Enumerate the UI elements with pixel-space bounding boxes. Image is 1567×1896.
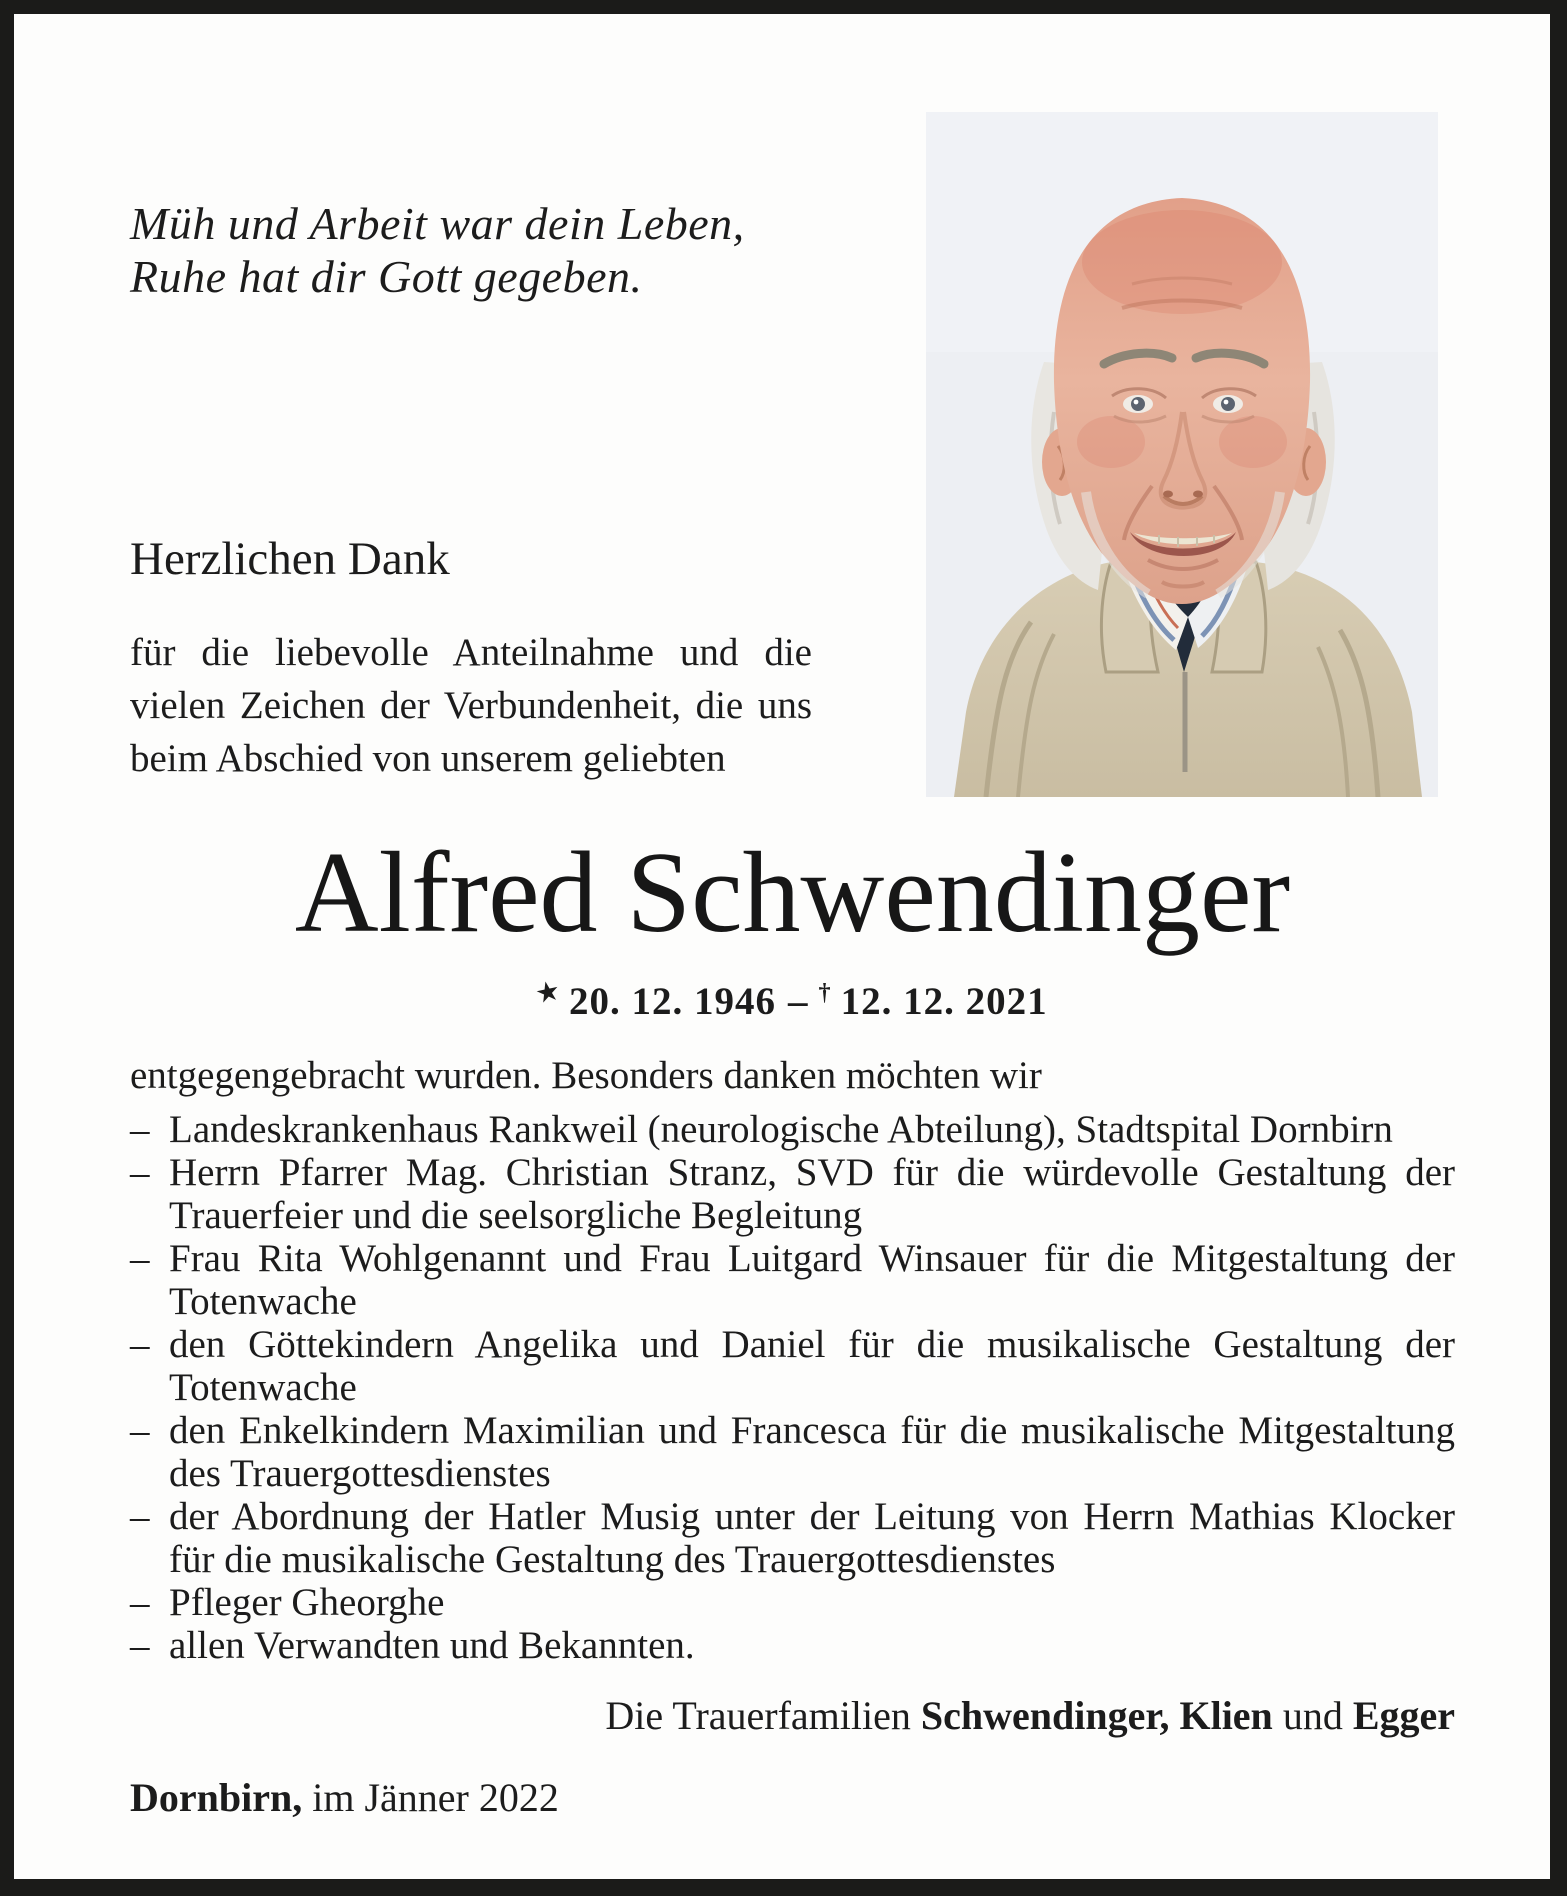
acknowledgement-item	[130, 1108, 1455, 1151]
thanks-heading: Herzlichen Dank	[130, 533, 450, 585]
signature-connector: und	[1272, 1693, 1353, 1738]
death-date: 12. 12. 2021	[840, 980, 1048, 1023]
birth-date: 20. 12. 1946	[569, 980, 777, 1023]
list-dash: –	[130, 1108, 150, 1151]
acknowledgement-text: den Enkelkindern Maximilian und Francesca für die musikalische Mitgestaltung des Trauergottesdienstes	[169, 1409, 1455, 1495]
acknowledgement-text: der Abordnung der Hatler Musig unter der Leitung von Herrn Mathias Klocker für die musikalische Gestaltung des Trauergottesdienstes	[169, 1495, 1455, 1581]
verse-line-2: Ruhe hat dir Gott gegeben.	[130, 251, 643, 302]
acknowledgement-item	[130, 1495, 1455, 1581]
acknowledgement-text: allen Verwandten und Bekannten.	[169, 1624, 695, 1667]
footer-date: im Jänner 2022	[302, 1775, 559, 1820]
signature-prefix: Die Trauerfamilien	[605, 1693, 921, 1738]
acknowledgement-item	[130, 1237, 1455, 1323]
acknowledgement-text: Frau Rita Wohlgenannt und Frau Luitgard Winsauer für die Mitgestaltung der Totenwache	[169, 1237, 1455, 1323]
city-label: Dornbirn,	[130, 1775, 303, 1820]
portrait-photo-image	[926, 112, 1438, 797]
life-dates	[130, 972, 1455, 1023]
list-dash: –	[130, 1151, 150, 1194]
acknowledgement-text: Herrn Pfarrer Mag. Christian Stranz, SVD für die würdevolle Gestaltung der Trauerfeier und die seelsorgliche Begleitung	[169, 1151, 1455, 1237]
list-dash: –	[130, 1624, 150, 1667]
acknowledgement-item	[130, 1323, 1455, 1409]
acknowledgement-text: Landeskrankenhaus Rankweil (neurologische Abteilung), Stadtspital Dornbirn	[169, 1108, 1393, 1151]
list-dash: –	[130, 1495, 150, 1538]
memorial-verse	[130, 197, 870, 303]
portrait-photo	[926, 112, 1438, 797]
acknowledgement-text: den Göttekindern Angelika und Daniel für die musikalische Gestaltung der Totenwache	[169, 1323, 1455, 1409]
outro-line: entgegengebracht wurden. Besonders danken möchten wir	[130, 1054, 1042, 1097]
list-dash: –	[130, 1409, 150, 1452]
signature-families: Schwendinger, Klien	[920, 1693, 1273, 1738]
acknowledgement-item	[130, 1151, 1455, 1237]
acknowledgement-item	[130, 1409, 1455, 1495]
list-dash: –	[130, 1237, 150, 1280]
list-dash: –	[130, 1323, 150, 1366]
death-cross-icon: †	[818, 979, 832, 1006]
deceased-name: Alfred Schwendinger	[294, 829, 1291, 957]
acknowledgement-item	[130, 1581, 1455, 1624]
family-signature	[130, 1694, 1455, 1738]
signature-family-egger: Egger	[1352, 1693, 1455, 1738]
place-date-line	[130, 1776, 559, 1820]
verse-line-1: Müh und Arbeit war dein Leben,	[130, 198, 745, 249]
birth-star-icon: ★	[534, 976, 563, 1009]
acknowledgement-text: Pfleger Gheorghe	[169, 1581, 445, 1624]
acknowledgement-list	[130, 1108, 1455, 1667]
list-dash: –	[130, 1581, 150, 1624]
thanks-paragraph: für die liebevolle Anteilnahme und die vielen Zeichen der Verbundenheit, die uns beim Abschied von unserem geliebten	[130, 631, 812, 780]
date-separator: –	[788, 980, 809, 1023]
acknowledgement-item	[130, 1624, 1455, 1667]
